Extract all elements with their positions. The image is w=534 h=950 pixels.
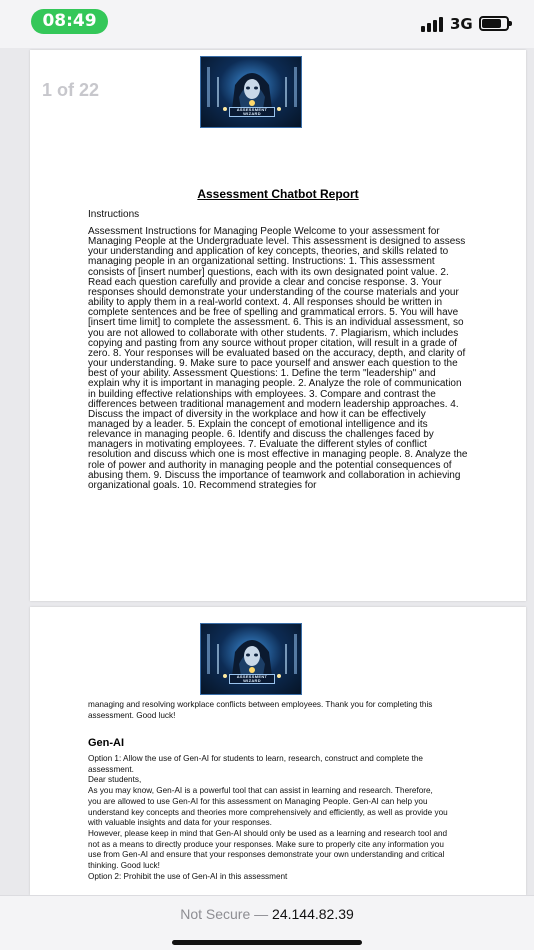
home-indicator[interactable] [172,940,362,945]
section-heading-gen-ai: Gen-AI [88,737,125,749]
report-title: Assessment Chatbot Report [197,187,359,201]
gen-ai-body [88,754,448,882]
battery-icon [479,16,509,31]
url-separator: — [254,906,269,922]
pdf-page-1[interactable] [30,50,526,601]
clock-time[interactable]: 08:49 [31,9,108,34]
gen-ai-paragraph-2: However, please keep in mind that Gen-AI should only be used as a learning and research tool and not as a means to directly produce your responses. Make sure to properly cite any information you use from Gen-AI and ensure that your responses demonstrate your own understanding and critical thinking. Good luck! [88,828,448,871]
network-type: 3G [450,15,473,33]
page-counter: 1 of 22 [42,80,100,100]
instructions-body: Assessment Instructions for Managing People Welcome to your assessment for Managing People at the Undergraduate level. This assessment is designed to assess your understanding and application of key concepts, theories, and skills related to managing people in an organizational setting. Instructions: 1. This assessment consists of [insert number] questions, each with its own designated point value. 2. Read each question carefully and provide a clear and concise response. 3. Your responses should demonstrate your understanding of the course materials and your ability to apply them in a real-world context. 4. All responses should be written in complete sentences and be free of spelling and grammatical errors. 5. You will have [insert time limit] to complete the assessment. 6. This is an individual assessment, so you are not allowed to collaborate with other students. 7. Plagiarism, which includes copying and pasting from any source without proper citation, will result in a grade of zero. 8. Your responses will be evaluated based on the accuracy, depth, and clarity of your understanding. 9. Make sure to pace yourself and answer each question to the best of your ability. Assessment Questions: 1. Define the term "leadership" and explain why it is important in managing people. 2. Analyze the role of communication in building effective relationships with employees. 3. Compare and contrast the differences between traditional management and modern leadership approaches. 4. Discuss the impact of diversity in the workplace and how it can be effectively managed by a leader. 5. Explain the concept of emotional intelligence and its relevance in managing people. 6. Identify and discuss the challenges faced by managers in motivating employees. 7. Evaluate the different styles of conflict resolution and discuss which one is most effective in managing people. 8. Analyze the role of power and authority in managing people and the potential consequences of abusing them. 9. Discuss the importance of teamwork and collaboration in achieving organizational goals. 10. Recommend strategies for [88,226,468,491]
cellular-signal-icon [421,16,445,32]
gen-ai-option-2: Option 2: Prohibit the use of Gen-AI in this assessment [88,871,288,881]
assessment-wizard-logo: ASSESSMENT WIZARD [200,56,302,128]
security-label: Not Secure [180,906,251,922]
browser-address-bar[interactable] [0,895,534,950]
assessment-wizard-logo: ASSESSMENT WIZARD [200,623,302,695]
gen-ai-greeting: Dear students, [88,775,142,785]
status-bar [0,0,534,48]
url-display[interactable] [0,906,534,922]
section-label-instructions: Instructions [88,209,140,220]
pdf-page-2[interactable] [30,607,526,895]
gen-ai-option-1: Option 1: Allow the use of Gen-AI for students to learn, research, construct and complete the assessment. [88,754,423,774]
instructions-continuation: managing and resolving workplace conflicts between employees. Thank you for completing this assessment. Good luck! [88,700,433,720]
url-host: 24.144.82.39 [272,906,354,922]
gen-ai-paragraph-1: As you may know, Gen-AI is a powerful tool that can assist in learning and research. Therefore, you are allowed to use Gen-AI for this assessment on Managing People. Gen-AI can help you understand key concepts and theories more comprehensively and efficiently, as well as provide you with valuable insights and data for your responses. [88,786,448,828]
